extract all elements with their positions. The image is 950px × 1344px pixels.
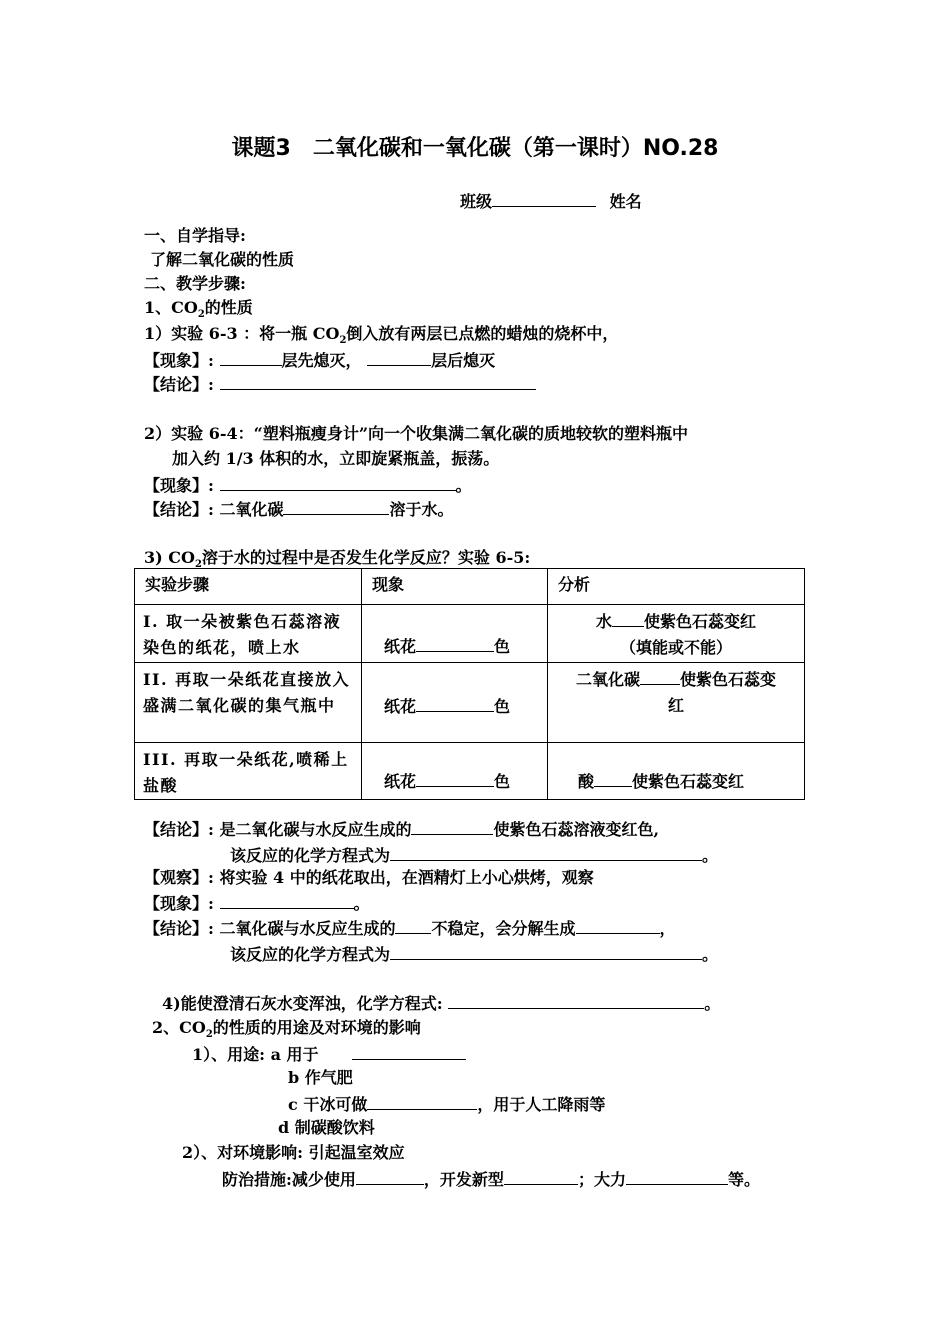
observation: 纸花 色 (384, 697, 511, 716)
measure-blank-1[interactable] (356, 1168, 424, 1185)
exp2-conclusion: 【结论】: 二氧化碳 溶于水。 (144, 500, 454, 519)
name-label: 姓名 (609, 192, 642, 211)
concl1-blank[interactable] (411, 818, 493, 835)
exp4-line: 4)能使澄清石灰水变浑浊，化学方程式: 。 (162, 994, 721, 1013)
experiment-table (134, 568, 805, 800)
exp2-phen-blank[interactable] (220, 474, 456, 491)
class-label: 班级 (460, 192, 493, 211)
exp1-blank-2[interactable] (367, 349, 431, 366)
use-b: b 作气肥 (288, 1068, 353, 1087)
class-blank[interactable] (492, 190, 596, 207)
equation-2: 该反应的化学方程式为 。 (230, 945, 719, 964)
section2-heading: 二、教学步骤: (144, 274, 246, 293)
obs-blank[interactable] (416, 635, 494, 652)
concl2-blank-2[interactable] (576, 917, 660, 934)
table-header-row (135, 569, 805, 605)
ana-blank[interactable] (594, 770, 632, 787)
eq2-blank[interactable] (390, 943, 702, 960)
analysis: 酸 使紫色石蕊变红 (578, 772, 745, 791)
use-d: d 制碳酸饮料 (278, 1118, 375, 1137)
prevention-measures: 防治措施:减少使用 ，开发新型 ；大力 等。 (222, 1170, 760, 1189)
page-title: 课题3 二氧化碳和一氧化碳（第一课时）NO.28 (231, 136, 719, 161)
obs-blank[interactable] (416, 770, 494, 787)
table-header-phenomenon: 现象 (362, 569, 548, 605)
observation: 纸花 色 (384, 637, 511, 656)
conclusion-2: 【结论】: 二氧化碳与水反应生成的 不稳定，会分解生成 ， (144, 919, 676, 938)
exp1-conclusion-blank[interactable] (220, 373, 536, 390)
table-row (135, 605, 805, 663)
table-header-step: 实验步骤 (135, 569, 362, 605)
conclusion-1: 【结论】: 是二氧化碳与水反应生成的 使紫色石蕊溶液变红色, (144, 820, 660, 839)
analysis: 水 使紫色石蕊变红 （填能或不能） (595, 612, 757, 657)
observe-line: 【观察】: 将实验 4 中的纸花取出，在酒精灯上小心烘烤，观察 (144, 868, 594, 887)
exp3-line: 3) $CO_2$溶于水的过程中是否发生化学反应？实验 6-5: (144, 548, 531, 571)
uses-line-a: 1）、用途: a 用于 (192, 1043, 466, 1065)
measure-blank-3[interactable] (626, 1168, 728, 1185)
exp2-concl-blank[interactable] (283, 498, 389, 515)
environment-impact: 2）、对环境影响: 引起温室效应 (182, 1143, 405, 1162)
exp2-phenomenon: 【现象】: 。 (144, 476, 472, 495)
step-text: III. 再取一朵纸花,喷稀上盐酸 (143, 750, 349, 795)
ana-blank[interactable] (640, 668, 680, 685)
step-text: II. 再取一朵纸花直接放入盛满二氧化碳的集气瓶中 (143, 670, 351, 715)
exp4-blank[interactable] (448, 992, 704, 1009)
part1-heading: 1、$CO_2$的性质 (144, 298, 253, 321)
section1-heading: 一、自学指导: (144, 226, 246, 245)
section1-content: 了解二氧化碳的性质 (150, 250, 295, 269)
part2-heading: 2、$CO_2$的性质的用途及对环境的影响 (152, 1018, 421, 1041)
observation: 纸花 色 (384, 772, 511, 791)
exp2-line2: 加入约 1/3 体积的水，立即旋紧瓶盖，振荡。 (172, 449, 500, 468)
step-text: I. 取一朵被紫色石蕊溶液染色的纸花，喷上水 (143, 612, 342, 657)
table-row (135, 663, 805, 743)
exp1-blank-1[interactable] (220, 349, 282, 366)
table-header-analysis: 分析 (548, 569, 805, 605)
phen2-blank[interactable] (220, 892, 354, 909)
use-c-blank[interactable] (367, 1093, 477, 1110)
measure-blank-2[interactable] (504, 1168, 578, 1185)
exp2-line1: 2）实验 6-4：“塑料瓶瘦身计”向一个收集满二氧化碳的质地较软的塑料瓶中 (144, 424, 689, 443)
eq1-blank[interactable] (390, 844, 702, 861)
concl2-blank-1[interactable] (395, 917, 431, 934)
ana-blank[interactable] (612, 610, 644, 627)
exp1-phenomenon: 【现象】: 层先熄灭， 层后熄灭 (144, 351, 496, 370)
exp1-line: 1）实验 6-3 ：将一瓶 $CO_2$倒入放有两层已点燃的蜡烛的烧杯中， (144, 324, 619, 347)
obs-blank[interactable] (416, 695, 494, 712)
analysis: 二氧化碳 使紫色石蕊变 红 (575, 670, 777, 715)
exp1-conclusion: 【结论】: (144, 373, 536, 395)
use-a-blank[interactable] (352, 1043, 466, 1060)
phenomenon-2: 【现象】: 。 (144, 894, 370, 913)
equation-1: 该反应的化学方程式为 。 (230, 846, 719, 865)
header-fields (460, 190, 642, 212)
use-c: c 干冰可做 ，用于人工降雨等 (288, 1095, 606, 1114)
table-row (135, 743, 805, 800)
